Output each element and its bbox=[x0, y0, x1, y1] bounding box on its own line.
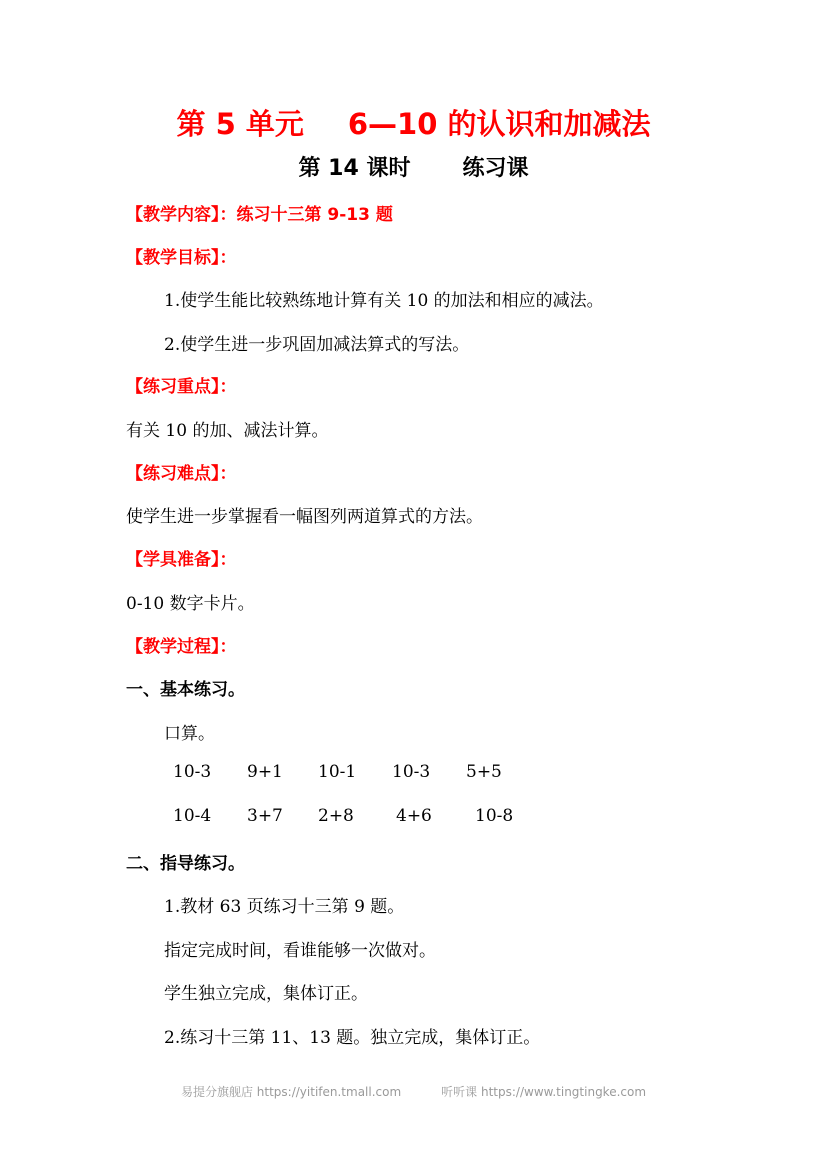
calc-r2-c1: 10-4 bbox=[173, 806, 212, 826]
calc-r2-c4: 4+6 bbox=[396, 806, 432, 826]
calc-r1-c1: 10-3 bbox=[173, 762, 212, 782]
page-footer bbox=[0, 1083, 827, 1100]
calc-r2-c3: 2+8 bbox=[318, 806, 354, 826]
calc-r2-c2: 3+7 bbox=[247, 806, 283, 826]
title-topic: 6—10 的认识和加减法 bbox=[347, 107, 651, 141]
part2-line-4: 2.练习十三第 11、13 题。独立完成，集体订正。 bbox=[164, 1028, 541, 1048]
section-difficulty-text: 使学生进一步掌握看一幅图列两道算式的方法。 bbox=[126, 507, 483, 527]
calc-r2-c5: 10-8 bbox=[475, 806, 514, 826]
document-title bbox=[0, 102, 827, 143]
section-key-text: 有关 10 的加、减法计算。 bbox=[126, 421, 329, 441]
footer-right-link[interactable]: 听听课 https://www.tingtingke.com bbox=[441, 1085, 647, 1099]
section-materials-text: 0-10 数字卡片。 bbox=[126, 594, 255, 614]
part1-intro: 口算。 bbox=[164, 724, 215, 744]
section-process-heading: 【教学过程】： bbox=[126, 637, 237, 657]
part1-heading: 一、基本练习。 bbox=[126, 680, 245, 700]
section-content-heading: 【教学内容】：练习十三第 9-13 题 bbox=[126, 205, 393, 225]
footer-left-link[interactable]: 易提分旗舰店 https://yitifen.tmall.com bbox=[180, 1085, 402, 1099]
calc-r1-c3: 10-1 bbox=[318, 762, 357, 782]
part2-line-3: 学生独立完成，集体订正。 bbox=[164, 984, 368, 1004]
section-difficulty-heading: 【练习难点】： bbox=[126, 464, 237, 484]
section-key-heading: 【练习重点】： bbox=[126, 377, 237, 397]
calc-r1-c5: 5+5 bbox=[466, 762, 502, 782]
goal-item-1: 1.使学生能比较熟练地计算有关 10 的加法和相应的减法。 bbox=[164, 291, 604, 311]
subtitle-type: 练习课 bbox=[462, 156, 529, 181]
part2-line-1: 1.教材 63 页练习十三第 9 题。 bbox=[164, 897, 405, 917]
document-subtitle bbox=[0, 151, 827, 182]
subtitle-lesson: 第 14 课时 bbox=[298, 156, 411, 181]
section-goals-heading: 【教学目标】： bbox=[126, 248, 237, 268]
part2-heading: 二、指导练习。 bbox=[126, 854, 245, 874]
goal-item-2: 2.使学生进一步巩固加减法算式的写法。 bbox=[164, 335, 470, 355]
title-unit: 第 5 单元 bbox=[176, 107, 304, 141]
section-materials-heading: 【学具准备】： bbox=[126, 550, 237, 570]
calc-r1-c4: 10-3 bbox=[392, 762, 431, 782]
calc-r1-c2: 9+1 bbox=[247, 762, 283, 782]
part2-line-2: 指定完成时间，看谁能够一次做对。 bbox=[164, 941, 436, 961]
